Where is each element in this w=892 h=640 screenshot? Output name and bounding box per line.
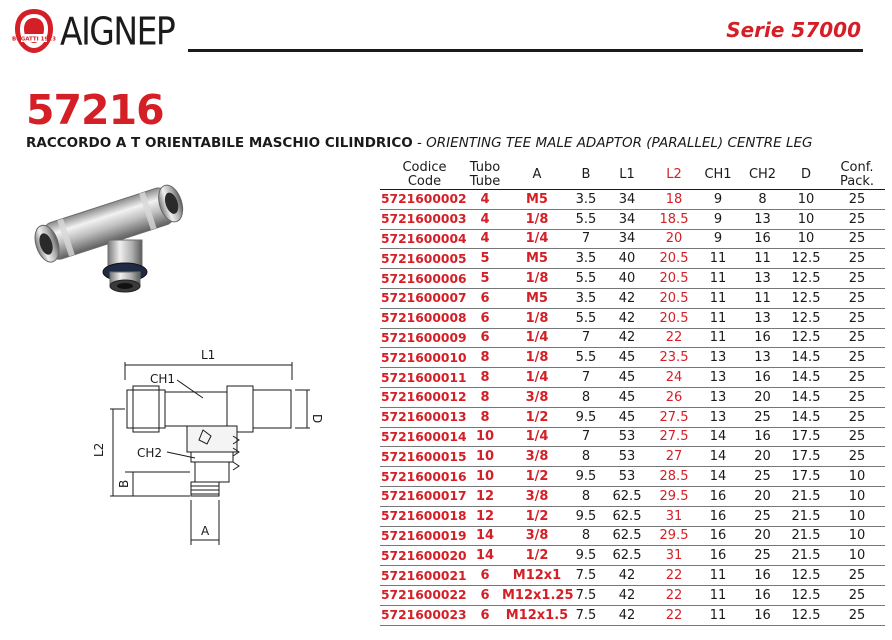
cell-l1: 53 xyxy=(618,469,636,485)
table-row xyxy=(380,348,885,368)
cell-d: 17.5 xyxy=(791,449,821,465)
product-code: 57216 xyxy=(26,86,164,134)
cell-l2: 18.5 xyxy=(659,211,689,227)
cell-b: 7.5 xyxy=(575,587,597,603)
cell-tube: 8 xyxy=(480,389,490,405)
cell-b: 7 xyxy=(581,429,591,445)
cell-pack: 25 xyxy=(848,607,866,623)
cell-d: 14.5 xyxy=(791,370,821,386)
cell-a: 1/8 xyxy=(525,271,549,287)
cell-l1: 53 xyxy=(618,429,636,445)
cell-l1: 45 xyxy=(618,350,636,366)
cell-tube: 12 xyxy=(475,488,495,504)
cell-pack: 25 xyxy=(848,191,866,207)
cell-a: M12x1 xyxy=(512,568,562,584)
cell-a: 3/8 xyxy=(525,488,549,504)
cell-a: 3/8 xyxy=(525,389,549,405)
cell-a: 3/8 xyxy=(525,449,549,465)
cell-l1: 62.5 xyxy=(612,528,642,544)
product-photo xyxy=(20,168,195,298)
cell-ch1: 11 xyxy=(709,310,727,326)
cell-code: 5721600019 xyxy=(381,528,467,543)
cell-ch2: 16 xyxy=(754,607,771,623)
cell-d: 14.5 xyxy=(791,350,821,366)
cell-l2: 18 xyxy=(665,191,683,207)
cell-code: 5721600016 xyxy=(381,469,467,484)
cell-code: 5721600018 xyxy=(381,509,467,524)
cell-l2: 24 xyxy=(665,370,683,386)
cell-b: 5.5 xyxy=(575,271,597,287)
cell-a: 1/4 xyxy=(525,370,549,386)
header-pack-en: Pack. xyxy=(839,173,875,189)
cell-a: 1/2 xyxy=(525,469,549,485)
badge-label: BUGATTI 1923 xyxy=(12,36,56,43)
header-pack-it: Conf. xyxy=(840,159,874,175)
cell-d: 12.5 xyxy=(791,271,821,287)
cell-d: 12.5 xyxy=(791,568,821,584)
dim-label-ch2: CH2 xyxy=(137,446,163,460)
cell-l1: 34 xyxy=(618,231,636,247)
cell-ch1: 9 xyxy=(713,231,723,247)
cell-ch2: 11 xyxy=(754,290,771,306)
brand-logo xyxy=(12,6,174,56)
cell-ch2: 16 xyxy=(754,587,771,603)
cell-d: 17.5 xyxy=(791,469,821,485)
table-row xyxy=(380,507,885,527)
table-row xyxy=(380,586,885,606)
cell-b: 9.5 xyxy=(575,548,597,564)
cell-b: 9.5 xyxy=(575,508,597,524)
header-code-it: Codice xyxy=(402,159,447,175)
table-row xyxy=(380,546,885,566)
cell-pack: 25 xyxy=(848,350,866,366)
cell-b: 7 xyxy=(581,330,591,346)
cell-ch2: 16 xyxy=(754,568,771,584)
dim-label-ch1: CH1 xyxy=(150,372,176,386)
cell-a: 1/8 xyxy=(525,310,549,326)
cell-ch1: 16 xyxy=(709,548,727,564)
cell-d: 12.5 xyxy=(791,330,821,346)
cell-pack: 25 xyxy=(848,389,866,405)
cell-l1: 34 xyxy=(618,191,636,207)
table-row xyxy=(380,368,885,388)
cell-l2: 27.5 xyxy=(659,429,689,445)
cell-l2: 22 xyxy=(665,568,683,584)
cell-a: 1/2 xyxy=(525,548,549,564)
cell-b: 8 xyxy=(581,528,591,544)
cell-tube: 12 xyxy=(475,508,495,524)
cell-b: 3.5 xyxy=(575,251,597,267)
header-d: D xyxy=(800,166,811,182)
cell-ch1: 11 xyxy=(709,568,727,584)
cell-tube: 6 xyxy=(480,330,490,346)
cell-code: 5721600017 xyxy=(381,489,467,504)
cell-ch1: 9 xyxy=(713,191,723,207)
cell-ch2: 11 xyxy=(754,251,771,267)
cell-pack: 25 xyxy=(848,271,866,287)
brand-name: AIGNEP xyxy=(60,8,175,54)
cell-a: 3/8 xyxy=(525,528,549,544)
table-row xyxy=(380,487,885,507)
cell-ch2: 20 xyxy=(754,488,771,504)
header-rule xyxy=(188,49,863,52)
cell-code: 5721600011 xyxy=(381,370,467,385)
cell-d: 21.5 xyxy=(791,528,821,544)
table-header xyxy=(380,160,885,190)
cell-tube: 6 xyxy=(480,290,490,306)
cell-l2: 22 xyxy=(665,607,683,623)
cell-b: 8 xyxy=(581,488,591,504)
description-separator: - xyxy=(412,135,427,151)
cell-b: 3.5 xyxy=(575,191,597,207)
cell-b: 3.5 xyxy=(575,290,597,306)
cell-ch1: 13 xyxy=(709,370,727,386)
cell-ch1: 9 xyxy=(713,211,723,227)
table-row xyxy=(380,388,885,408)
cell-l2: 29.5 xyxy=(659,488,689,504)
table-row xyxy=(380,329,885,349)
table-row xyxy=(380,527,885,547)
cell-d: 12.5 xyxy=(791,251,821,267)
cell-l2: 20 xyxy=(665,231,683,247)
cell-d: 14.5 xyxy=(791,389,821,405)
technical-drawing xyxy=(92,340,335,550)
cell-a: 1/4 xyxy=(525,429,549,445)
cell-pack: 25 xyxy=(848,231,866,247)
cell-b: 8 xyxy=(581,449,591,465)
cell-ch2: 13 xyxy=(754,350,771,366)
cell-tube: 5 xyxy=(480,251,490,267)
cell-b: 9.5 xyxy=(575,409,597,425)
cell-ch2: 16 xyxy=(754,370,771,386)
cell-l2: 31 xyxy=(665,548,683,564)
cell-a: M12x1.5 xyxy=(505,607,569,623)
cell-d: 12.5 xyxy=(791,290,821,306)
cell-l1: 42 xyxy=(618,607,636,623)
table-row xyxy=(380,428,885,448)
cell-l1: 45 xyxy=(618,409,636,425)
header-ch1: CH1 xyxy=(704,166,732,182)
cell-code: 5721600009 xyxy=(381,330,467,345)
cell-b: 7.5 xyxy=(575,568,597,584)
table-row xyxy=(380,190,885,210)
header-a: A xyxy=(532,166,542,182)
cell-ch1: 16 xyxy=(709,488,727,504)
table-row xyxy=(380,249,885,269)
cell-b: 9.5 xyxy=(575,469,597,485)
header-pack xyxy=(829,161,885,189)
cell-a: 1/4 xyxy=(525,231,549,247)
description-italian: RACCORDO A T ORIENTABILE MASCHIO CILINDRICO xyxy=(26,135,413,151)
cell-code: 5721600002 xyxy=(381,192,467,207)
cell-ch2: 16 xyxy=(754,429,771,445)
cell-l1: 62.5 xyxy=(612,488,642,504)
cell-ch2: 20 xyxy=(754,528,771,544)
cell-pack: 25 xyxy=(848,211,866,227)
cell-tube: 6 xyxy=(480,310,490,326)
cell-tube: 6 xyxy=(480,587,490,603)
cell-code: 5721600020 xyxy=(381,548,467,563)
header-l1: L1 xyxy=(619,166,635,182)
cell-l2: 31 xyxy=(665,508,683,524)
product-table xyxy=(380,160,885,626)
cell-code: 5721600005 xyxy=(381,251,467,266)
table-row xyxy=(380,230,885,250)
cell-a: 1/2 xyxy=(525,409,549,425)
cell-l2: 20.5 xyxy=(659,290,689,306)
cell-pack: 10 xyxy=(848,508,866,524)
header-ch2: CH2 xyxy=(748,166,777,182)
cell-tube: 8 xyxy=(480,370,490,386)
cell-a: 1/8 xyxy=(525,350,549,366)
cell-d: 10 xyxy=(797,231,815,247)
cell-pack: 10 xyxy=(848,488,866,504)
cell-ch1: 11 xyxy=(709,607,727,623)
dim-label-d: D xyxy=(310,414,324,424)
cell-code: 5721600004 xyxy=(381,231,467,246)
cell-l2: 29.5 xyxy=(659,528,689,544)
cell-code: 5721600007 xyxy=(381,291,467,306)
cell-l1: 34 xyxy=(618,211,636,227)
cell-pack: 10 xyxy=(848,469,866,485)
cell-ch2: 25 xyxy=(754,469,771,485)
cell-tube: 10 xyxy=(475,449,495,465)
cell-ch1: 16 xyxy=(709,528,727,544)
table-row xyxy=(380,269,885,289)
bugatti-badge-icon xyxy=(12,7,56,55)
table-row xyxy=(380,447,885,467)
dim-label-a: A xyxy=(201,524,210,538)
cell-d: 17.5 xyxy=(791,429,821,445)
cell-code: 5721600015 xyxy=(381,449,467,464)
cell-tube: 4 xyxy=(480,231,490,247)
dim-label-b: B xyxy=(117,479,131,488)
cell-d: 14.5 xyxy=(791,409,821,425)
cell-l1: 45 xyxy=(618,370,636,386)
cell-d: 21.5 xyxy=(791,548,821,564)
cell-b: 7.5 xyxy=(575,607,597,623)
cell-ch2: 20 xyxy=(754,389,771,405)
table-row xyxy=(380,289,885,309)
cell-b: 8 xyxy=(581,389,591,405)
cell-pack: 25 xyxy=(848,568,866,584)
cell-d: 12.5 xyxy=(791,607,821,623)
cell-l2: 28.5 xyxy=(659,469,689,485)
cell-ch2: 8 xyxy=(758,191,767,207)
header-l2: L2 xyxy=(666,166,682,182)
cell-pack: 25 xyxy=(848,370,866,386)
cell-tube: 4 xyxy=(480,191,490,207)
header-code xyxy=(380,161,468,189)
cell-l2: 27.5 xyxy=(659,409,689,425)
cell-pack: 10 xyxy=(848,548,866,564)
cell-ch1: 11 xyxy=(709,251,727,267)
cell-ch1: 14 xyxy=(709,449,727,465)
cell-ch1: 13 xyxy=(709,350,727,366)
cell-pack: 25 xyxy=(848,290,866,306)
cell-tube: 4 xyxy=(480,211,490,227)
cell-d: 12.5 xyxy=(791,587,821,603)
cell-a: M5 xyxy=(526,251,548,267)
cell-a: M12x1.25 xyxy=(502,587,574,603)
table-body xyxy=(380,190,885,626)
cell-l1: 40 xyxy=(618,251,636,267)
header-tube-it: Tubo xyxy=(469,159,501,175)
cell-ch1: 14 xyxy=(709,469,727,485)
series-label: Serie 57000 xyxy=(726,18,861,42)
cell-ch1: 11 xyxy=(709,271,727,287)
cell-a: 1/8 xyxy=(525,211,549,227)
cell-tube: 6 xyxy=(480,568,490,584)
cell-l2: 20.5 xyxy=(659,271,689,287)
cell-ch1: 11 xyxy=(709,330,727,346)
cell-pack: 25 xyxy=(848,310,866,326)
cell-ch1: 13 xyxy=(709,409,727,425)
cell-a: 1/4 xyxy=(525,330,549,346)
cell-ch2: 25 xyxy=(754,548,771,564)
cell-b: 5.5 xyxy=(575,211,597,227)
cell-ch1: 16 xyxy=(709,508,727,524)
cell-code: 5721600023 xyxy=(381,608,467,623)
cell-tube: 5 xyxy=(480,271,490,287)
cell-a: M5 xyxy=(526,290,548,306)
cell-l2: 22 xyxy=(665,587,683,603)
product-description xyxy=(26,135,813,151)
cell-pack: 25 xyxy=(848,409,866,425)
cell-l1: 62.5 xyxy=(612,508,642,524)
cell-l1: 42 xyxy=(618,310,636,326)
table-row xyxy=(380,566,885,586)
cell-l2: 27 xyxy=(665,449,683,465)
cell-d: 21.5 xyxy=(791,488,821,504)
cell-b: 7 xyxy=(581,370,591,386)
cell-ch2: 13 xyxy=(754,271,771,287)
table-row xyxy=(380,210,885,230)
cell-pack: 25 xyxy=(848,429,866,445)
table-row xyxy=(380,467,885,487)
cell-ch2: 13 xyxy=(754,310,771,326)
cell-code: 5721600006 xyxy=(381,271,467,286)
header-tube-en: Tube xyxy=(469,173,501,189)
dim-label-l1: L1 xyxy=(201,348,216,362)
cell-ch1: 14 xyxy=(709,429,727,445)
cell-l1: 42 xyxy=(618,587,636,603)
cell-ch2: 25 xyxy=(754,409,771,425)
cell-pack: 10 xyxy=(848,528,866,544)
cell-d: 21.5 xyxy=(791,508,821,524)
cell-pack: 25 xyxy=(848,449,866,465)
cell-l1: 42 xyxy=(618,568,636,584)
cell-tube: 14 xyxy=(475,548,495,564)
cell-l1: 42 xyxy=(618,290,636,306)
cell-d: 12.5 xyxy=(791,310,821,326)
header-code-en: Code xyxy=(407,173,442,189)
dim-label-l2: L2 xyxy=(92,442,106,457)
cell-ch1: 13 xyxy=(709,389,727,405)
cell-b: 7 xyxy=(581,231,591,247)
cell-l2: 22 xyxy=(665,330,683,346)
cell-ch2: 16 xyxy=(754,330,771,346)
cell-l1: 62.5 xyxy=(612,548,642,564)
cell-l1: 45 xyxy=(618,389,636,405)
cell-pack: 25 xyxy=(848,251,866,267)
cell-pack: 25 xyxy=(848,330,866,346)
table-row xyxy=(380,408,885,428)
cell-l1: 40 xyxy=(618,271,636,287)
cell-tube: 14 xyxy=(475,528,495,544)
cell-code: 5721600003 xyxy=(381,212,467,227)
cell-tube: 8 xyxy=(480,350,490,366)
cell-l1: 42 xyxy=(618,330,636,346)
cell-tube: 8 xyxy=(480,409,490,425)
cell-l2: 20.5 xyxy=(659,310,689,326)
cell-tube: 10 xyxy=(475,429,495,445)
cell-ch1: 11 xyxy=(709,290,727,306)
cell-d: 10 xyxy=(797,211,815,227)
cell-l1: 53 xyxy=(618,449,636,465)
cell-code: 5721600012 xyxy=(381,390,467,405)
cell-a: M5 xyxy=(526,191,548,207)
cell-d: 10 xyxy=(797,191,815,207)
cell-a: 1/2 xyxy=(525,508,549,524)
header-b: B xyxy=(581,166,591,182)
cell-ch2: 16 xyxy=(754,231,771,247)
cell-l2: 23.5 xyxy=(659,350,689,366)
cell-code: 5721600014 xyxy=(381,429,467,444)
table-row xyxy=(380,606,885,626)
cell-code: 5721600021 xyxy=(381,568,467,583)
cell-ch1: 11 xyxy=(709,587,727,603)
cell-l2: 20.5 xyxy=(659,251,689,267)
cell-ch2: 13 xyxy=(754,211,771,227)
cell-tube: 6 xyxy=(480,607,490,623)
cell-code: 5721600010 xyxy=(381,350,467,365)
cell-code: 5721600013 xyxy=(381,410,467,425)
cell-ch2: 20 xyxy=(754,449,771,465)
cell-code: 5721600022 xyxy=(381,588,467,603)
header-tube xyxy=(468,161,502,189)
table-row xyxy=(380,309,885,329)
cell-b: 5.5 xyxy=(575,350,597,366)
cell-code: 5721600008 xyxy=(381,311,467,326)
cell-ch2: 25 xyxy=(754,508,771,524)
cell-b: 5.5 xyxy=(575,310,597,326)
cell-pack: 25 xyxy=(848,587,866,603)
cell-l2: 26 xyxy=(665,389,683,405)
cell-tube: 10 xyxy=(475,469,495,485)
description-english: ORIENTING TEE MALE ADAPTOR (PARALLEL) CENTRE LEG xyxy=(426,135,813,151)
